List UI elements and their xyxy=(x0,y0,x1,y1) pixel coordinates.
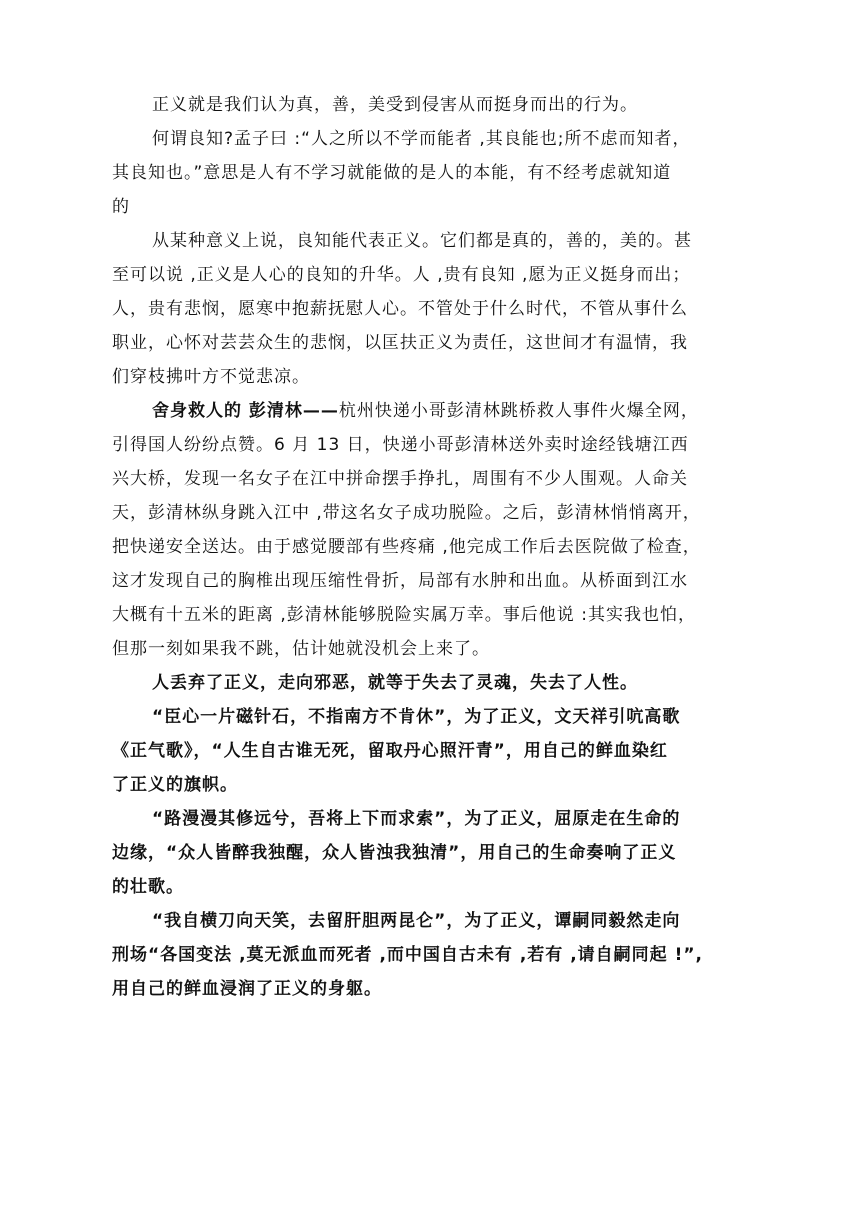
paragraph xyxy=(112,904,748,1006)
text-line: 正义就是我们认为真，善，美受到侵害从而挺身而出的行为。 xyxy=(152,95,638,115)
text-line: 何谓良知?孟子曰 :“人之所以不学而能者 ,其良能也;所不虑而知者， xyxy=(152,129,691,149)
text-line: 天，彭清林纵身跳入江中 ,带这名女子成功脱险。之后，彭清林悄悄离开， xyxy=(112,503,701,523)
text-line: 了正义的旗帜。 xyxy=(112,775,238,795)
text-line: 的 xyxy=(112,197,130,217)
text-line: 用自己的鲜血浸润了正义的身躯。 xyxy=(112,979,382,999)
paragraph xyxy=(112,224,748,394)
text-line: 的壮歌。 xyxy=(112,877,184,897)
paragraph xyxy=(112,700,748,802)
text-line: 刑场“各国变法 ,莫无派血而死者 ,而中国自古未有 ,若有 ,请自嗣同起 !”, xyxy=(112,945,703,965)
lead-bold-text: 舍身救人的 彭清林—— xyxy=(152,401,339,421)
text-line: 至可以说 ,正义是人心的良知的升华。人 ,贵有良知 ,愿为正义挺身而出； xyxy=(112,265,691,285)
text-line: 边缘，“众人皆醉我独醒，众人皆浊我独清”，用自己的生命奏响了正义 xyxy=(112,843,677,863)
text-line: 把快递安全送达。由于感觉腰部有些疼痛 ,他完成工作后去医院做了检查， xyxy=(112,537,701,557)
paragraph xyxy=(112,122,748,224)
text-line: 人，贵有悲悯，愿寒中抱薪抚慰人心。不管处于什么时代，不管从事什么 xyxy=(112,299,688,319)
paragraph xyxy=(112,666,748,700)
text-line: 这才发现自己的胸椎出现压缩性骨折，局部有水肿和出血。从桥面到江水 xyxy=(112,571,688,591)
text-line: 从某种意义上说，良知能代表正义。它们都是真的，善的，美的。甚 xyxy=(152,231,692,251)
paragraph xyxy=(112,88,748,122)
text-line xyxy=(112,394,748,428)
text-line: 大概有十五米的距离 ,彭清林能够脱险实属万幸。事后他说 :其实我也怕， xyxy=(112,605,696,625)
text-line: 人丢弃了正义，走向邪恶，就等于失去了灵魂，失去了人性。 xyxy=(152,673,638,693)
text-line: “臣心一片磁针石，不指南方不肯休”，为了正义，文天祥引吭高歌 xyxy=(152,707,681,727)
text-line: 《正气歌》，“人生自古谁无死，留取丹心照汗青”，用自己的鲜血染红 xyxy=(112,741,668,761)
document-page xyxy=(112,88,748,1006)
text-line: “我自横刀向天笑，去留肝胆两昆仑”，为了正义，谭嗣同毅然走向 xyxy=(152,911,681,931)
line-text: 杭州快递小哥彭清林跳桥救人事件火爆全网， xyxy=(338,401,699,421)
text-line: 职业，心怀对芸芸众生的悲悯，以匡扶正义为责任，这世间才有温情，我 xyxy=(112,333,688,353)
text-line: 引得国人纷纷点赞。6 月 13 日，快递小哥彭清林送外卖时途经钱塘江西 xyxy=(112,435,689,455)
text-line: 兴大桥，发现一名女子在江中拼命摆手挣扎，周围有不少人围观。人命关 xyxy=(112,469,688,489)
text-line: 们穿枝拂叶方不觉悲凉。 xyxy=(112,367,310,387)
paragraph xyxy=(112,394,748,666)
paragraph xyxy=(112,802,748,904)
text-line: 但那一刻如果我不跳，估计她就没机会上来了。 xyxy=(112,639,490,659)
text-line: “路漫漫其修远兮，吾将上下而求索”，为了正义，屈原走在生命的 xyxy=(152,809,681,829)
text-line: 其良知也。”意思是人有不学习就能做的是人的本能，有不经考虑就知道 xyxy=(112,163,672,183)
